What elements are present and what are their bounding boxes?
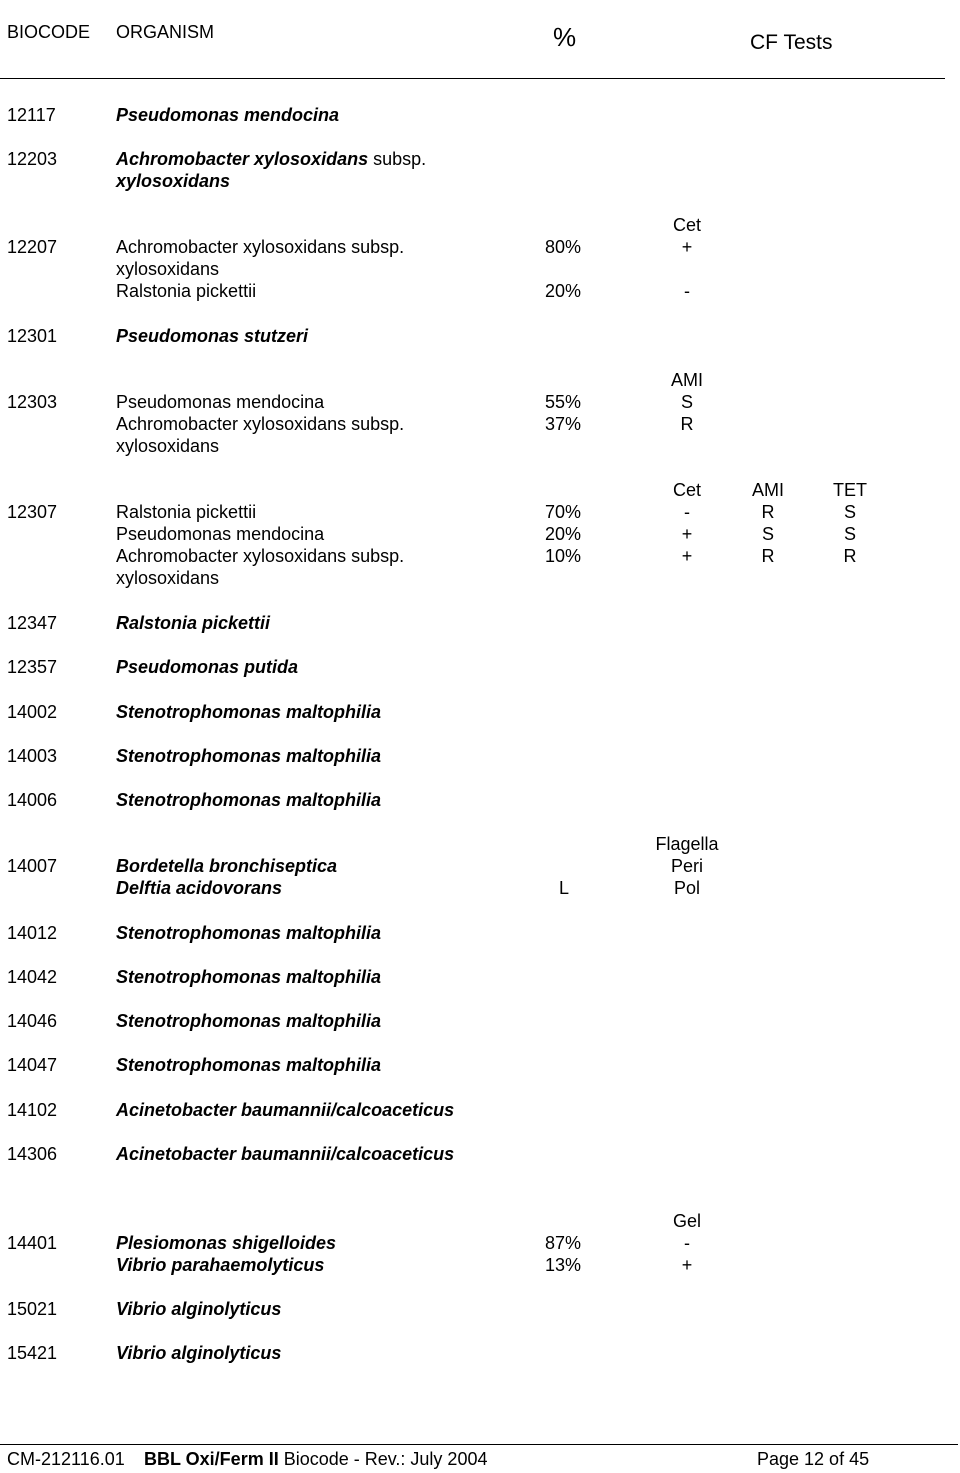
- test-header: AMI: [751, 480, 785, 500]
- row-organism: Plesiomonas shigelloides: [116, 1233, 337, 1253]
- row-organism: Achromobacter xylosoxidans subsp.: [116, 237, 405, 257]
- row-result: S: [680, 392, 694, 412]
- row-biocode: 14012: [7, 923, 58, 943]
- row-result: S: [843, 502, 857, 522]
- row-percent: 70%: [545, 502, 582, 522]
- row-biocode: 14401: [7, 1233, 58, 1253]
- row-result: Pol: [673, 878, 701, 898]
- row-organism: Delftia acidovorans: [116, 878, 283, 898]
- row-organism: Vibrio alginolyticus: [116, 1343, 282, 1363]
- row-biocode: 12117: [7, 105, 56, 125]
- row-organism: Stenotrophomonas maltophilia: [116, 1011, 382, 1031]
- row-percent: 80%: [545, 237, 582, 257]
- row-result: +: [681, 546, 693, 566]
- row-result: R: [761, 502, 775, 522]
- row-percent: 13%: [545, 1255, 582, 1275]
- row-organism: Pseudomonas putida: [116, 657, 299, 677]
- footer-page-number: Page 12 of 45: [757, 1449, 870, 1469]
- row-biocode: 12303: [7, 392, 58, 412]
- row-biocode: 14046: [7, 1011, 58, 1031]
- row-percent: 87%: [545, 1233, 582, 1253]
- test-header: Gel: [672, 1211, 702, 1231]
- row-percent: 55%: [545, 392, 582, 412]
- row-percent: L: [559, 878, 570, 898]
- row-biocode: 15021: [7, 1299, 58, 1319]
- row-biocode: 12357: [7, 657, 58, 677]
- row-organism: Achromobacter xylosoxidans subsp.: [116, 414, 405, 434]
- row-organism: Stenotrophomonas maltophilia: [116, 746, 382, 766]
- row-organism: Ralstonia pickettii: [116, 281, 257, 301]
- row-organism: Stenotrophomonas maltophilia: [116, 967, 382, 987]
- test-header: TET: [833, 480, 867, 500]
- row-biocode: 14306: [7, 1144, 58, 1164]
- row-result: S: [843, 524, 857, 544]
- row-organism-continued: xylosoxidans: [116, 568, 220, 588]
- header-divider: [0, 78, 945, 79]
- row-result: +: [681, 524, 693, 544]
- row-organism: Ralstonia pickettii: [116, 613, 271, 633]
- row-organism: Achromobacter xylosoxidans subsp.: [116, 149, 427, 169]
- footer-title: BBL Oxi/Ferm II Biocode - Rev.: July 2004: [144, 1449, 488, 1469]
- header-biocode: BIOCODE: [7, 22, 91, 42]
- row-biocode: 14102: [7, 1100, 58, 1120]
- row-result: R: [761, 546, 775, 566]
- row-result: S: [761, 524, 775, 544]
- footer-doc-id: CM-212116.01: [7, 1449, 125, 1469]
- row-organism: Pseudomonas mendocina: [116, 392, 325, 412]
- row-organism-continued: xylosoxidans: [116, 259, 220, 279]
- row-organism: Acinetobacter baumannii/calcoaceticus: [116, 1100, 455, 1120]
- header-percent: %: [553, 22, 577, 52]
- row-result: -: [684, 502, 690, 522]
- row-percent: 20%: [545, 524, 582, 544]
- row-organism: Stenotrophomonas maltophilia: [116, 1055, 382, 1075]
- test-header: AMI: [670, 370, 704, 390]
- row-organism: Stenotrophomonas maltophilia: [116, 702, 382, 722]
- row-biocode: 14002: [7, 702, 58, 722]
- row-biocode: 15421: [7, 1343, 58, 1363]
- row-biocode: 14003: [7, 746, 58, 766]
- row-percent: 20%: [545, 281, 582, 301]
- row-organism: Stenotrophomonas maltophilia: [116, 923, 382, 943]
- row-result: R: [680, 414, 694, 434]
- row-result: +: [681, 1255, 693, 1275]
- row-organism: Acinetobacter baumannii/calcoaceticus: [116, 1144, 455, 1164]
- row-percent: 10%: [545, 546, 582, 566]
- row-result: Peri: [670, 856, 704, 876]
- row-biocode: 12301: [7, 326, 58, 346]
- header-cf-tests: CF Tests: [750, 31, 833, 54]
- row-biocode: 12347: [7, 613, 58, 633]
- row-biocode: 14006: [7, 790, 58, 810]
- row-organism: Pseudomonas mendocina: [116, 524, 325, 544]
- row-biocode: 12207: [7, 237, 58, 257]
- row-percent: 37%: [545, 414, 582, 434]
- row-result: -: [684, 281, 690, 301]
- row-biocode: 14007: [7, 856, 58, 876]
- test-header: Cet: [672, 215, 702, 235]
- test-header: Cet: [672, 480, 702, 500]
- row-organism: Achromobacter xylosoxidans subsp.: [116, 546, 405, 566]
- row-result: -: [684, 1233, 690, 1253]
- row-organism: Vibrio alginolyticus: [116, 1299, 282, 1319]
- row-result: +: [681, 237, 693, 257]
- row-organism: Ralstonia pickettii: [116, 502, 257, 522]
- row-organism: Bordetella bronchiseptica: [116, 856, 338, 876]
- row-organism: Vibrio parahaemolyticus: [116, 1255, 325, 1275]
- row-organism-continued: xylosoxidans: [116, 171, 231, 191]
- row-result: R: [843, 546, 857, 566]
- row-biocode: 14047: [7, 1055, 58, 1075]
- header-organism: ORGANISM: [116, 22, 215, 42]
- test-header: Flagella: [655, 834, 719, 854]
- row-biocode: 12307: [7, 502, 58, 522]
- row-organism: Pseudomonas mendocina: [116, 105, 340, 125]
- footer-divider: [0, 1444, 958, 1445]
- row-biocode: 14042: [7, 967, 58, 987]
- row-biocode: 12203: [7, 149, 58, 169]
- row-organism: Pseudomonas stutzeri: [116, 326, 309, 346]
- row-organism: Stenotrophomonas maltophilia: [116, 790, 382, 810]
- row-organism-continued: xylosoxidans: [116, 436, 220, 456]
